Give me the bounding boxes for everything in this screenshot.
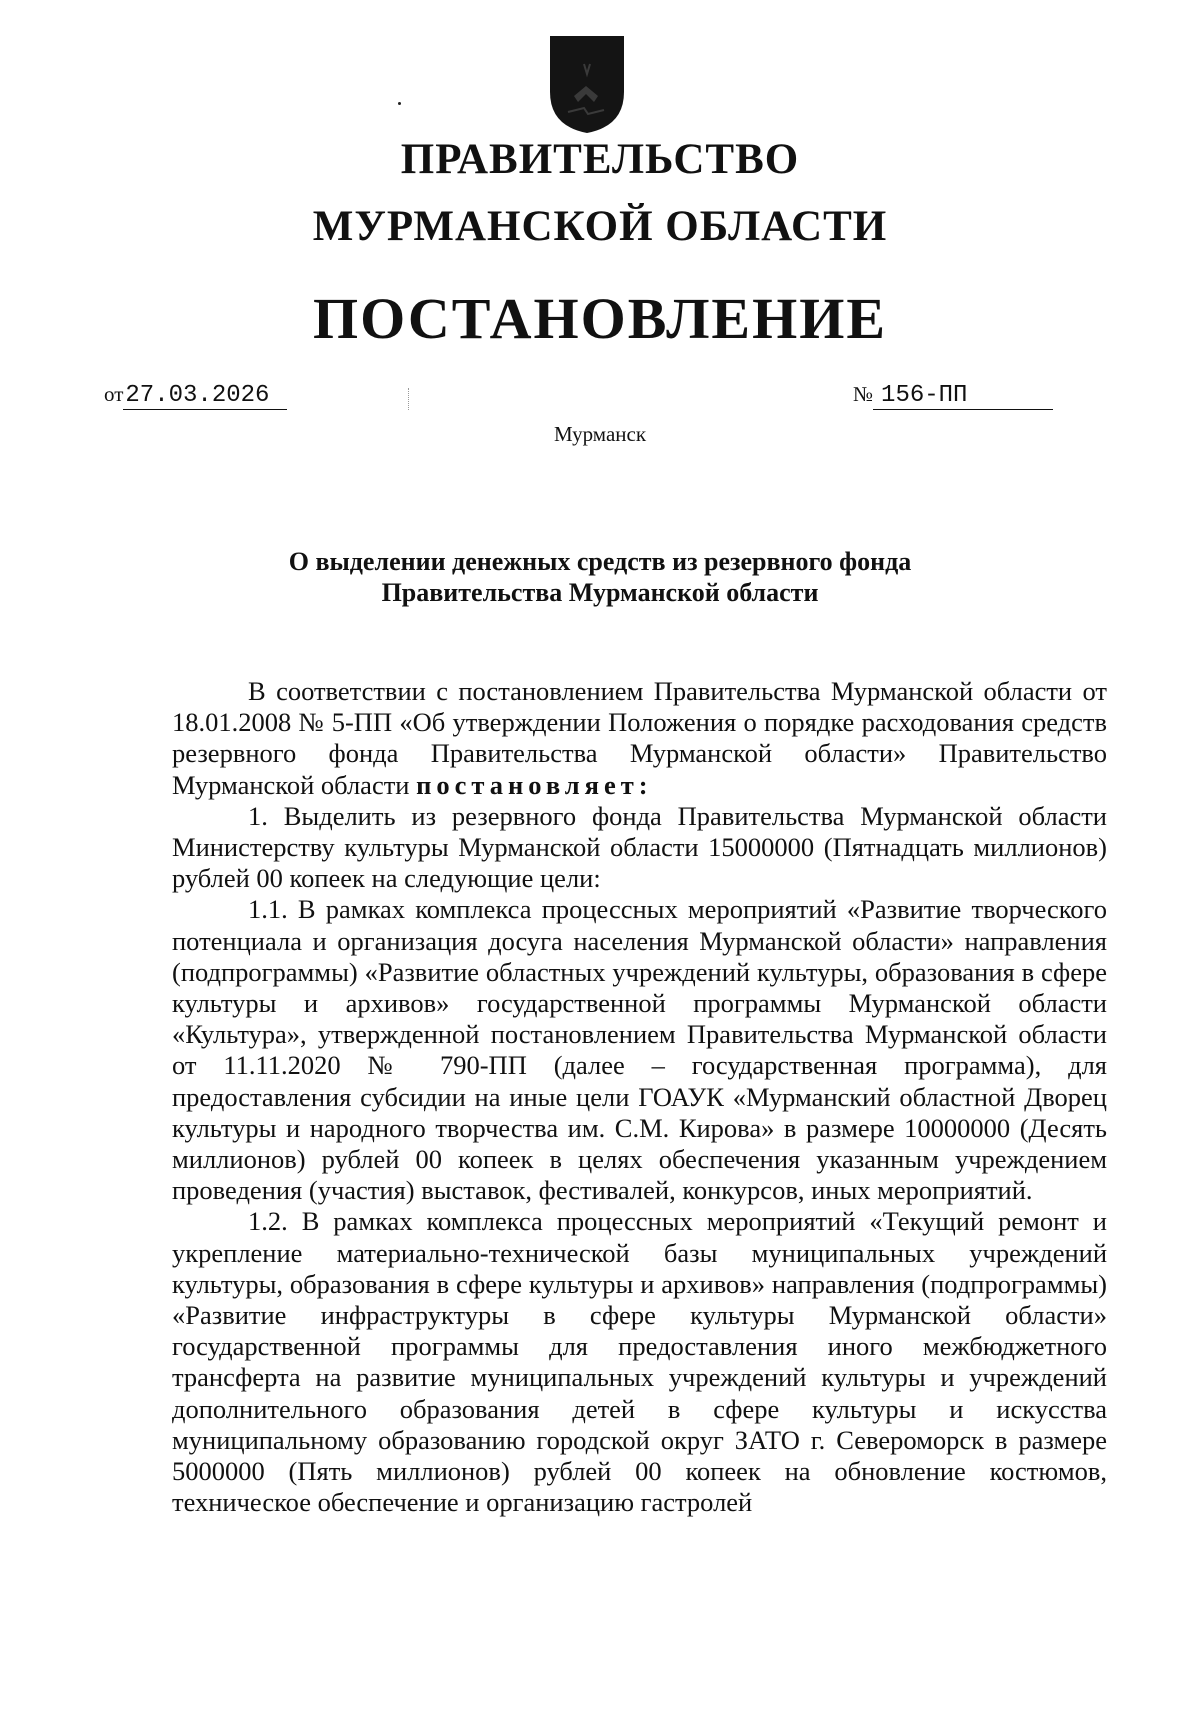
scan-mark xyxy=(408,388,411,410)
date-prefix: от xyxy=(104,382,124,406)
coat-of-arms-emblem xyxy=(548,34,626,134)
document-date xyxy=(104,382,287,410)
clause-1-1: 1.1. В рамках комплекса процессных мероприятий «Развитие творческого потенциала и организация досуга населения Мурманской области» направления (подпрограммы) «Развитие областных учреждений культуры, образования в сфере культуры и архивов» государственной программы Мурманской области «Культура», утвержденной постановлением Правительства Мурманской области от 11.11.2020 № 790-ПП (далее – государственная программа), для предоставления субсидии на иные цели ГОАУК «Мурманский областной Дворец культуры и народного творчества им. С.М. Кирова» в размере 10000000 (Десять миллионов) рублей 00 копеек в целях обеспечения указанным учреждением проведения (участия) выставок, фестивалей, конкурсов, иных мероприятий. xyxy=(172,894,1107,1206)
scan-speck xyxy=(398,102,401,105)
clause-1: 1. Выделить из резервного фонда Правительства Мурманской области Министерству культуры Мурманской области 15000000 (Пятнадцать миллионов) рублей 00 копеек на следующие цели: xyxy=(172,800,1107,894)
document-number xyxy=(853,382,1053,410)
number-prefix: № xyxy=(853,382,874,406)
preamble-paragraph xyxy=(172,676,1107,801)
resolves-verb: постановляет: xyxy=(416,769,653,800)
preamble-text: В соответствии с постановлением Правительства Мурманской области от 18.01.2008 № 5-ПП «Об утверждении Положения о порядке расходования средств резервного фонда Правительства Мурманской области» Правительство Мурманской области xyxy=(172,676,1107,800)
clause-1-2: 1.2. В рамках комплекса процессных мероприятий «Текущий ремонт и укрепление материально-технической базы муниципальных учреждений культуры, образования в сфере культуры и архивов» направления (подпрограммы) «Развитие инфраструктуры в сфере культуры Мурманской области» государственной программы для предоставления иного межбюджетного трансферта на развитие муниципальных учреждений культуры и учреждений дополнительного образования детей в сфере культуры и искусства муниципальному образованию городской округ ЗАТО г. Североморск в размере 5000000 (Пять миллионов) рублей 00 копеек на обновление костюмов, техническое обеспечение и организацию гастролей xyxy=(172,1206,1107,1518)
title-line-1: О выделении денежных средств из резервного фонда xyxy=(288,547,912,576)
number-value: 156-ПП xyxy=(873,382,1053,410)
date-value: 27.03.2026 xyxy=(123,382,287,410)
header-government: ПРАВИТЕЛЬСТВО xyxy=(400,136,800,183)
city-label: Мурманск xyxy=(553,422,647,446)
document-title xyxy=(0,546,1200,608)
document-body xyxy=(172,676,1107,1518)
header-region: МУРМАНСКОЙ ОБЛАСТИ xyxy=(312,203,888,250)
document-type-heading: ПОСТАНОВЛЕНИЕ xyxy=(312,286,888,351)
title-line-2: Правительства Мурманской области xyxy=(381,578,819,607)
